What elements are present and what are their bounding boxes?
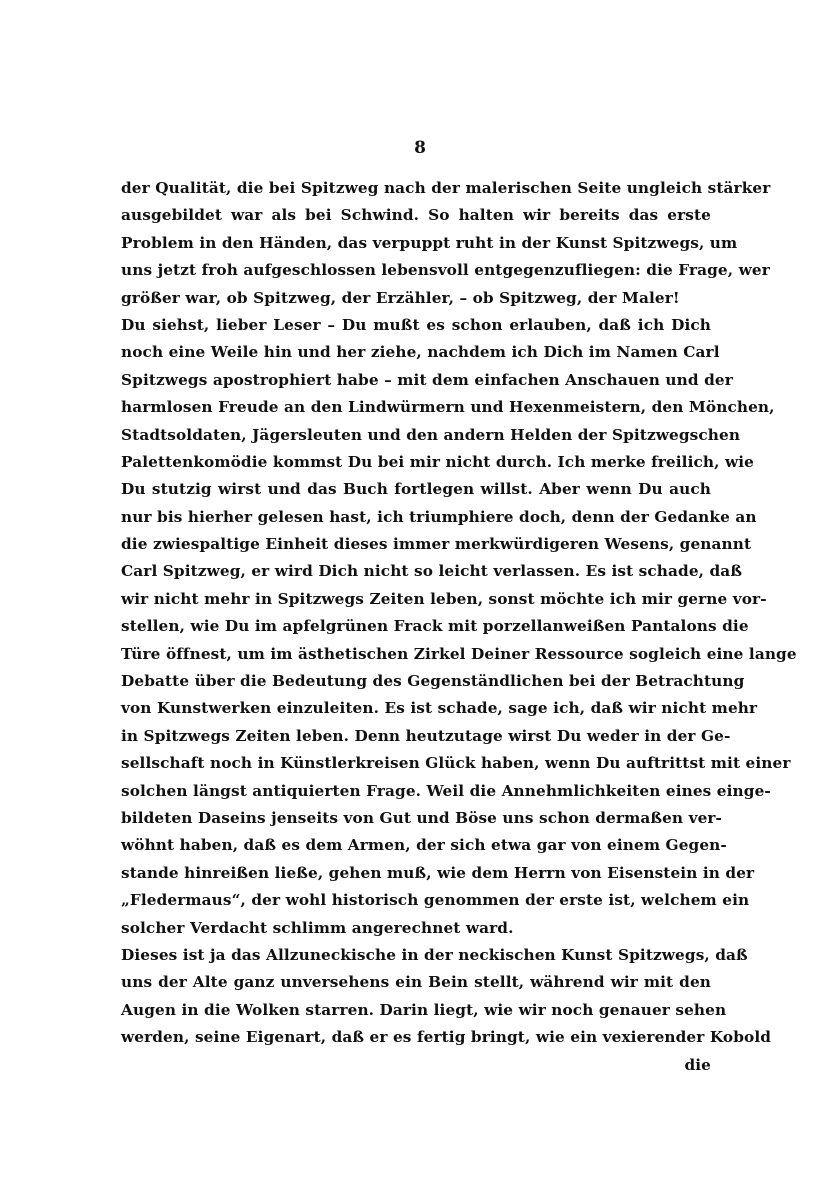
text-line: werden, seine Eigenart, daß er es fertig bringt, wie ein vexierender Kobold [121,1028,772,1047]
text-line: nur bis hierher gelesen hast, ich triumphiere doch, denn der Gedanke an [121,507,757,526]
text-line: Du stutzig wirst und das Buch fortlegen willst. Aber wenn Du auch [121,480,711,499]
text-line: „Fledermaus“, der wohl historisch genommen der erste ist, welchem ein [121,891,750,910]
text-line: Problem in den Händen, das verpuppt ruht in der Kunst Spitzwegs, um [121,233,738,252]
body-text [121,175,797,1079]
text-line: von Kunstwerken einzuleiten. Es ist schade, sage ich, daß wir nicht mehr [121,699,758,718]
text-line: Spitzwegs apostrophiert habe – mit dem einfachen Anschauen und der [121,370,733,389]
text-line: wöhnt haben, daß es dem Armen, der sich etwa gar von einem Gegen- [121,836,727,855]
text-line: größer war, ob Spitzweg, der Erzähler, – ob Spitzweg, der Maler! [121,288,680,307]
text-line: solchen längst antiquierten Frage. Weil die Annehmlichkeiten eines einge- [121,781,771,800]
text-line: sellschaft noch in Künstlerkreisen Glück haben, wenn Du auftrittst mit einer [121,754,791,773]
text-line: Türe öffnest, um im ästhetischen Zirkel Deiner Ressource sogleich eine lange [121,644,797,663]
paragraph-start-line: Du siehst, lieber Leser – Du mußt es schon erlauben, daß ich Dich [121,315,711,334]
text-line: solcher Verdacht schlimm angerechnet ward. [121,918,514,937]
text-line: Carl Spitzweg, er wird Dich nicht so leicht verlassen. Es ist schade, daß [121,562,743,581]
text-line: Stadtsoldaten, Jägersleuten und den andern Helden der Spitzwegschen [121,425,741,444]
text-line: uns der Alte ganz unversehens ein Bein stellt, während wir mit den [121,973,711,992]
text-line: Augen in die Wolken starren. Darin liegt, wie wir noch genauer sehen [121,1000,727,1019]
text-line: die zwiespaltige Einheit dieses immer merkwürdigeren Wesens, genannt [121,535,752,554]
text-line: Palettenkomödie kommst Du bei mir nicht durch. Ich merke freilich, wie [121,452,754,471]
text-line: uns jetzt froh aufgeschlossen lebensvoll entgegenzufliegen: die Frage, wer [121,261,770,280]
text-line: in Spitzwegs Zeiten leben. Denn heutzutage wirst Du weder in der Ge- [121,726,731,745]
paragraph-start-line: Dieses ist ja das Allzuneckische in der neckischen Kunst Spitzwegs, daß [121,945,748,964]
text-line: harmlosen Freude an den Lindwürmern und Hexenmeistern, den Mönchen, [121,398,775,417]
text-line: wir nicht mehr in Spitzwegs Zeiten leben, sonst möchte ich mir gerne vor- [121,589,767,608]
text-line: stande hinreißen ließe, gehen muß, wie dem Herrn von Eisenstein in der [121,863,755,882]
text-line: ausgebildet war als bei Schwind. So halten wir bereits das erste [121,206,711,225]
text-line: noch eine Weile hin und her ziehe, nachdem ich Dich im Namen Carl [121,343,720,362]
text-line: Debatte über die Bedeutung des Gegenständlichen bei der Betrachtung [121,672,745,691]
catchword: die [684,1055,711,1074]
text-line: stellen, wie Du im apfelgrünen Frack mit porzellanweißen Pantalons die [121,617,749,636]
text-line: der Qualität, die bei Spitzweg nach der malerischen Seite ungleich stärker [121,179,771,197]
text-line: bildeten Daseins jenseits von Gut und Böse uns schon dermaßen ver- [121,808,723,827]
page-number: 8 [414,138,426,158]
